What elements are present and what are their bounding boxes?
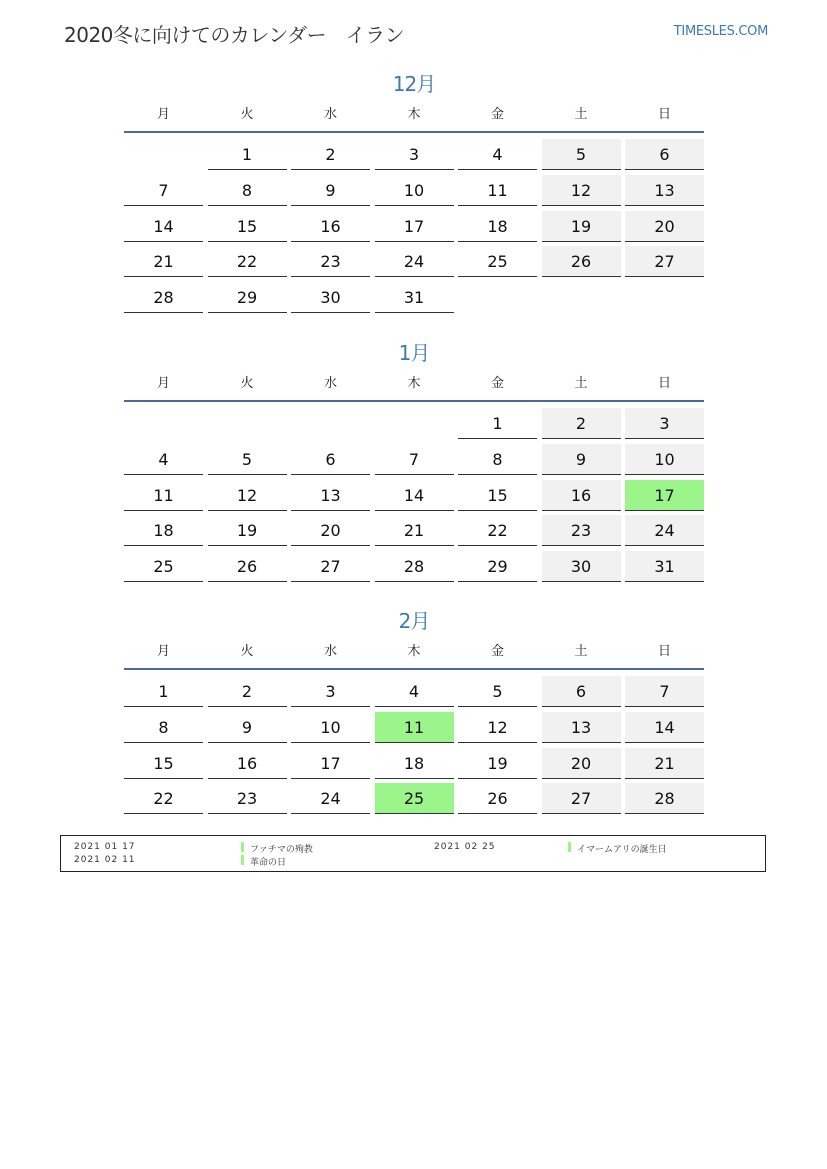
- day-cell[interactable]: 1: [458, 408, 537, 439]
- day-cell[interactable]: 4: [124, 444, 203, 475]
- day-cell[interactable]: 18: [375, 748, 454, 779]
- day-cell[interactable]: 13: [542, 712, 621, 743]
- legend-color-marker: [568, 842, 571, 852]
- weekday-label: 土: [574, 107, 588, 122]
- day-cell[interactable]: 31: [375, 282, 454, 313]
- day-cell[interactable]: 8: [458, 444, 537, 475]
- weekday-label: 土: [574, 644, 588, 659]
- day-cell[interactable]: 29: [458, 551, 537, 582]
- day-cell[interactable]: 19: [542, 211, 621, 242]
- weekday-label: 金: [490, 376, 504, 391]
- legend-color-marker: [241, 842, 244, 852]
- weekday-label: 火: [240, 107, 254, 122]
- weekday-header: [124, 370, 704, 402]
- legend-color-marker: [241, 855, 244, 865]
- empty-day-cell: [458, 282, 537, 312]
- day-cell[interactable]: 19: [458, 748, 537, 779]
- day-cell[interactable]: 30: [291, 282, 370, 313]
- week-row: [124, 137, 704, 173]
- day-cell[interactable]: 30: [542, 551, 621, 582]
- empty-day-cell: [291, 408, 370, 438]
- day-cell[interactable]: 9: [208, 712, 287, 743]
- day-cell[interactable]: 8: [124, 712, 203, 743]
- day-cell[interactable]: 21: [625, 748, 704, 779]
- day-cell[interactable]: 21: [375, 515, 454, 546]
- day-cell[interactable]: 28: [124, 282, 203, 313]
- day-cell[interactable]: 20: [542, 748, 621, 779]
- day-cell[interactable]: 20: [625, 211, 704, 242]
- week-row: [124, 280, 704, 316]
- weekday-header: [124, 638, 704, 670]
- day-cell[interactable]: 10: [375, 175, 454, 206]
- day-cell[interactable]: 23: [542, 515, 621, 546]
- weekday-label: 木: [407, 107, 421, 122]
- day-cell[interactable]: 27: [625, 246, 704, 277]
- day-cell[interactable]: 10: [625, 444, 704, 475]
- week-row: [124, 173, 704, 209]
- day-cell[interactable]: 24: [375, 246, 454, 277]
- weekday-label: 水: [323, 376, 337, 391]
- day-cell[interactable]: 5: [542, 139, 621, 170]
- day-cell[interactable]: 23: [291, 246, 370, 277]
- week-row: [124, 478, 704, 514]
- site-link[interactable]: TIMESLES.COM: [673, 24, 768, 39]
- day-cell[interactable]: 5: [208, 444, 287, 475]
- day-cell[interactable]: 17: [625, 480, 704, 511]
- week-row: [124, 549, 704, 585]
- day-cell[interactable]: 23: [208, 783, 287, 814]
- day-cell[interactable]: 27: [291, 551, 370, 582]
- day-cell[interactable]: 25: [458, 246, 537, 277]
- day-cell[interactable]: 26: [542, 246, 621, 277]
- day-cell[interactable]: 9: [291, 175, 370, 206]
- day-cell[interactable]: 15: [458, 480, 537, 511]
- legend-date: 2021 02 11: [74, 855, 136, 865]
- month-december: [124, 70, 704, 316]
- day-cell[interactable]: 5: [458, 676, 537, 707]
- weekday-label: 火: [240, 644, 254, 659]
- weekday-label: 火: [240, 376, 254, 391]
- day-cell[interactable]: 1: [124, 676, 203, 707]
- weekday-label: 木: [407, 376, 421, 391]
- week-row: [124, 406, 704, 442]
- month-february: [124, 607, 704, 817]
- weekday-label: 日: [657, 376, 671, 391]
- day-cell[interactable]: 22: [208, 246, 287, 277]
- day-cell[interactable]: 12: [458, 712, 537, 743]
- weekday-label: 月: [156, 107, 170, 122]
- week-row: [124, 674, 704, 710]
- day-cell[interactable]: 16: [208, 748, 287, 779]
- legend-holiday-name: イマームアリの誕生日: [577, 845, 667, 855]
- month-title: 12月: [392, 72, 436, 96]
- day-cell[interactable]: 2: [208, 676, 287, 707]
- weekday-label: 水: [323, 644, 337, 659]
- month-title: 2月: [398, 609, 430, 633]
- month-title: 1月: [398, 341, 430, 365]
- empty-day-cell: [124, 139, 203, 169]
- day-cell[interactable]: 13: [625, 175, 704, 206]
- day-cell[interactable]: 26: [458, 783, 537, 814]
- day-cell[interactable]: 20: [291, 515, 370, 546]
- day-cell[interactable]: 28: [625, 783, 704, 814]
- day-cell[interactable]: 16: [291, 211, 370, 242]
- day-cell[interactable]: 25: [124, 551, 203, 582]
- weekday-label: 土: [574, 376, 588, 391]
- day-cell[interactable]: 31: [625, 551, 704, 582]
- week-row: [124, 781, 704, 817]
- day-cell[interactable]: 1: [208, 139, 287, 170]
- week-row: [124, 244, 704, 280]
- week-row: [124, 746, 704, 782]
- day-cell[interactable]: 24: [291, 783, 370, 814]
- day-cell[interactable]: 19: [208, 515, 287, 546]
- day-cell[interactable]: 3: [375, 139, 454, 170]
- day-cell[interactable]: 22: [458, 515, 537, 546]
- day-cell[interactable]: 6: [291, 444, 370, 475]
- day-cell[interactable]: 8: [208, 175, 287, 206]
- holiday-legend: [60, 835, 766, 872]
- day-cell[interactable]: 6: [542, 676, 621, 707]
- empty-day-cell: [542, 282, 621, 312]
- day-cell[interactable]: 26: [208, 551, 287, 582]
- day-cell[interactable]: 2: [542, 408, 621, 439]
- empty-day-cell: [375, 408, 454, 438]
- day-cell[interactable]: 10: [291, 712, 370, 743]
- day-cell[interactable]: 17: [375, 211, 454, 242]
- weekday-label: 日: [657, 107, 671, 122]
- weekday-label: 水: [323, 107, 337, 122]
- day-cell[interactable]: 4: [458, 139, 537, 170]
- legend-date: 2021 02 25: [434, 842, 496, 852]
- empty-day-cell: [124, 408, 203, 438]
- month-january: [124, 339, 704, 585]
- day-cell[interactable]: 11: [458, 175, 537, 206]
- day-cell[interactable]: 7: [625, 676, 704, 707]
- day-cell[interactable]: 11: [124, 480, 203, 511]
- day-cell[interactable]: 9: [542, 444, 621, 475]
- week-row: [124, 442, 704, 478]
- weekday-label: 日: [657, 644, 671, 659]
- day-cell[interactable]: 14: [625, 712, 704, 743]
- legend-holiday-name: ファチマの殉教: [250, 845, 313, 855]
- day-cell[interactable]: 2: [291, 139, 370, 170]
- day-cell[interactable]: 29: [208, 282, 287, 313]
- day-cell[interactable]: 24: [625, 515, 704, 546]
- day-cell[interactable]: 28: [375, 551, 454, 582]
- week-row: [124, 710, 704, 746]
- day-cell[interactable]: 14: [375, 480, 454, 511]
- legend-date: 2021 01 17: [74, 842, 136, 852]
- day-cell[interactable]: 11: [375, 712, 454, 743]
- day-cell[interactable]: 4: [375, 676, 454, 707]
- page-title: 2020冬に向けてのカレンダー イラン: [64, 23, 405, 47]
- weekday-label: 金: [490, 107, 504, 122]
- day-cell[interactable]: 16: [542, 480, 621, 511]
- weekday-label: 木: [407, 644, 421, 659]
- day-cell[interactable]: 18: [458, 211, 537, 242]
- week-row: [124, 209, 704, 245]
- day-cell[interactable]: 14: [124, 211, 203, 242]
- week-row: [124, 513, 704, 549]
- day-cell[interactable]: 7: [124, 175, 203, 206]
- day-cell[interactable]: 15: [208, 211, 287, 242]
- weekday-label: 金: [490, 644, 504, 659]
- day-cell[interactable]: 17: [291, 748, 370, 779]
- day-cell[interactable]: 12: [542, 175, 621, 206]
- legend-holiday-name: 革命の日: [250, 858, 287, 868]
- empty-day-cell: [208, 408, 287, 438]
- empty-day-cell: [625, 282, 704, 312]
- day-cell[interactable]: 25: [375, 783, 454, 814]
- weekday-label: 月: [156, 376, 170, 391]
- day-cell[interactable]: 15: [124, 748, 203, 779]
- day-cell[interactable]: 3: [291, 676, 370, 707]
- day-cell[interactable]: 21: [124, 246, 203, 277]
- day-cell[interactable]: 7: [375, 444, 454, 475]
- weekday-header: [124, 101, 704, 133]
- day-cell[interactable]: 3: [625, 408, 704, 439]
- day-cell[interactable]: 6: [625, 139, 704, 170]
- day-cell[interactable]: 22: [124, 783, 203, 814]
- day-cell[interactable]: 12: [208, 480, 287, 511]
- day-cell[interactable]: 27: [542, 783, 621, 814]
- day-cell[interactable]: 13: [291, 480, 370, 511]
- weekday-label: 月: [156, 644, 170, 659]
- day-cell[interactable]: 18: [124, 515, 203, 546]
